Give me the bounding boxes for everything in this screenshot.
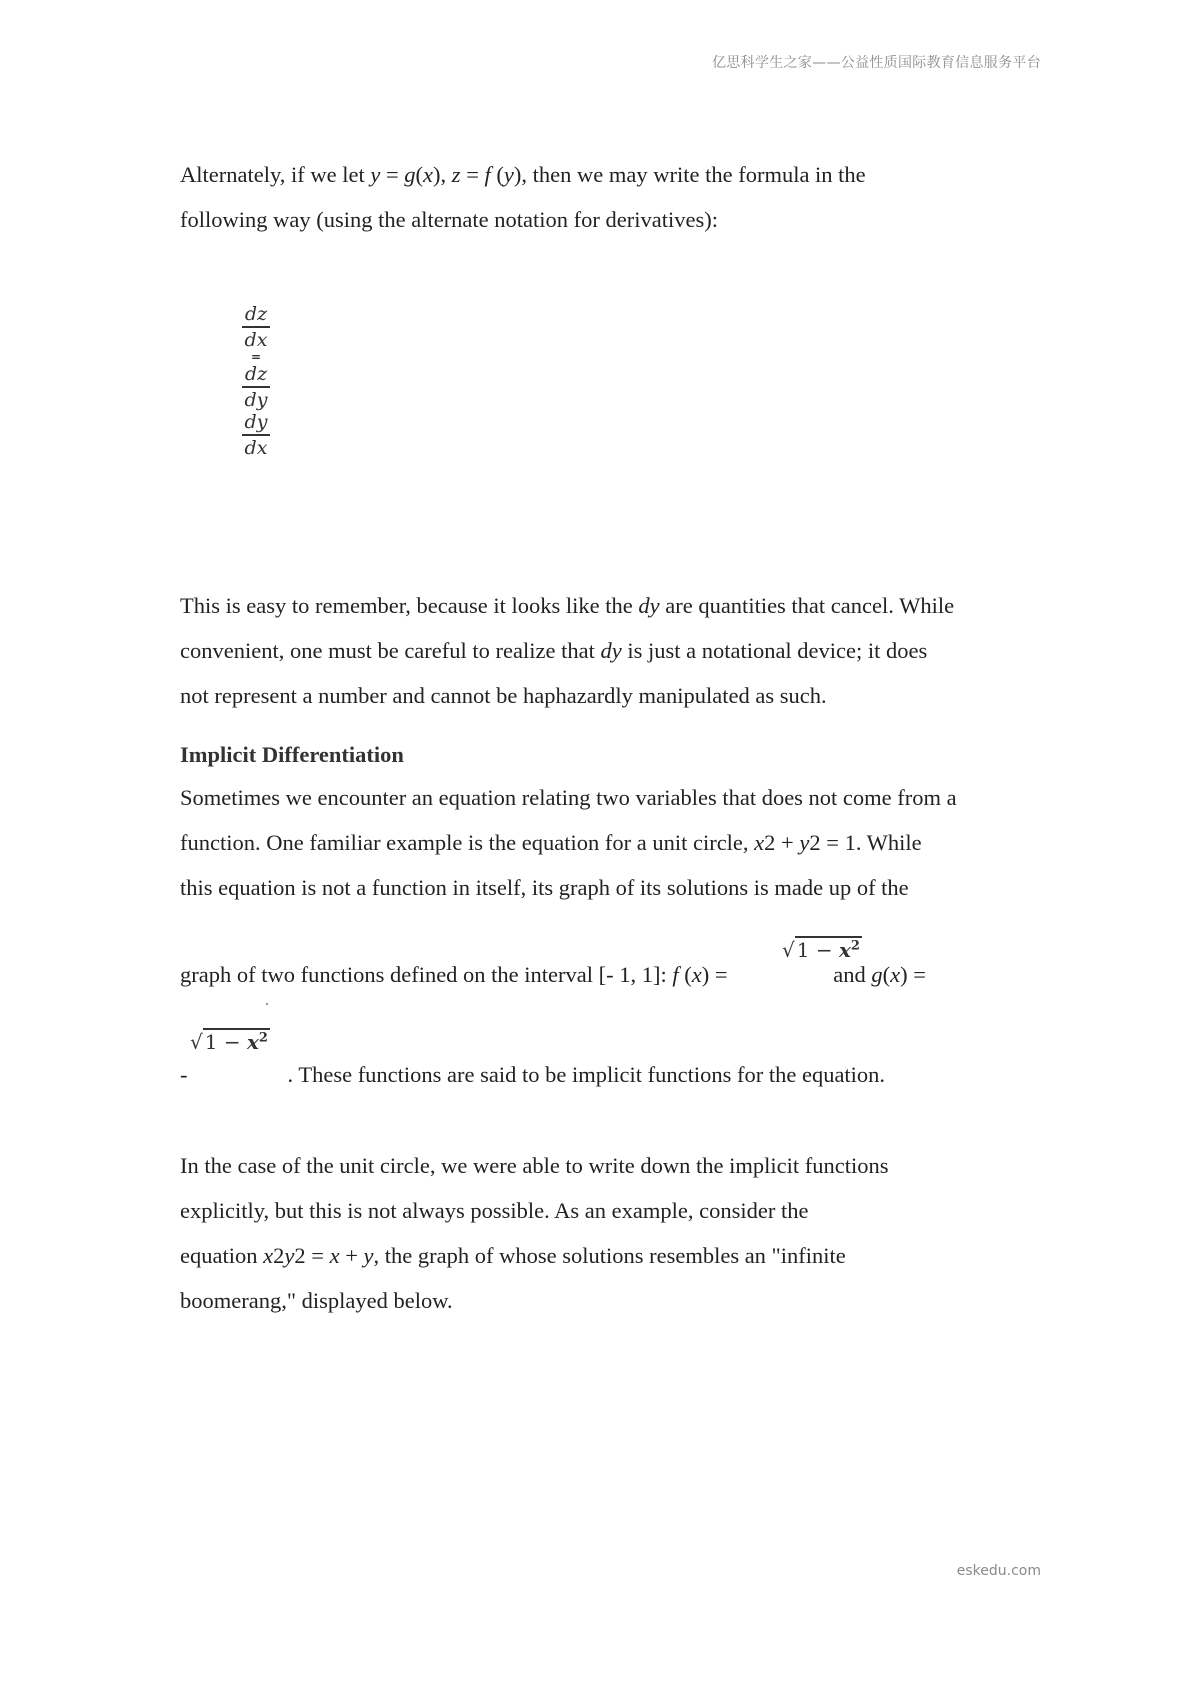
paragraph-line: boomerang," displayed below. xyxy=(180,1288,453,1313)
chain-rule-formula-image xyxy=(238,303,274,459)
section-heading: Implicit Differentiation xyxy=(180,742,404,767)
paragraph-line: not represent a number and cannot be haphazardly manipulated as such. xyxy=(180,683,827,708)
sqrt-sign-icon: √ xyxy=(782,938,795,962)
sqrt-formula-image: √ $1 - x^2$ xyxy=(782,938,860,962)
fraction-dz-dx: dz dx xyxy=(238,303,274,351)
paragraph-line-implicit-functions: - . These functions are said to be implicit functions for the equation. xyxy=(180,1062,886,1087)
paragraph-cancel-note xyxy=(180,583,1040,718)
paragraph-line: explicitly, but this is not always possible. As an example, consider the xyxy=(180,1198,809,1223)
paragraph-line: following way (using the alternate notation for derivatives): xyxy=(180,207,718,232)
equals-sign: = xyxy=(250,350,262,364)
paragraph-intro xyxy=(180,152,1040,242)
paragraph-line-functions: graph of two functions defined on the interval [- 1, 1]: f (x) = and g(x) = xyxy=(180,962,926,987)
sqrt-formula-image: √ $1 - x^2$ xyxy=(190,1030,268,1054)
page-header: 亿思科学生之家——公益性质国际教育信息服务平台 xyxy=(712,55,1041,71)
paragraph-boomerang xyxy=(180,1143,1040,1323)
paragraph-line: Alternately, if we let y = g(x), z = f (y), then we may write the formula in the xyxy=(180,162,866,187)
paragraph-line: This is easy to remember, because it looks like the dy are quantities that cancel. While xyxy=(180,593,955,618)
fraction-bar xyxy=(242,326,270,328)
page-footer: eskedu.com xyxy=(956,1563,1041,1579)
fraction-bar xyxy=(242,386,270,388)
fraction-dy-dx: dy dx xyxy=(238,411,274,459)
paragraph-line: this equation is not a function in itself, its graph of its solutions is made up of the xyxy=(180,875,909,900)
image-artifact xyxy=(266,1003,268,1005)
paragraph-line: equation x2y2 = x + y, the graph of whose solutions resembles an "infinite xyxy=(180,1243,846,1268)
paragraph-line: convenient, one must be careful to realize that dy is just a notational device; it does xyxy=(180,638,928,663)
fraction-bar xyxy=(242,434,270,436)
paragraph-implicit xyxy=(180,775,1040,910)
sqrt-sign-icon: √ xyxy=(190,1030,203,1054)
paragraph-line: In the case of the unit circle, we were able to write down the implicit functions xyxy=(180,1153,889,1178)
paragraph-line: function. One familiar example is the equation for a unit circle, x2 + y2 = 1. While xyxy=(180,830,922,855)
fraction-dz-dy: dz dy xyxy=(238,363,274,411)
paragraph-line: Sometimes we encounter an equation relating two variables that does not come from a xyxy=(180,785,957,810)
